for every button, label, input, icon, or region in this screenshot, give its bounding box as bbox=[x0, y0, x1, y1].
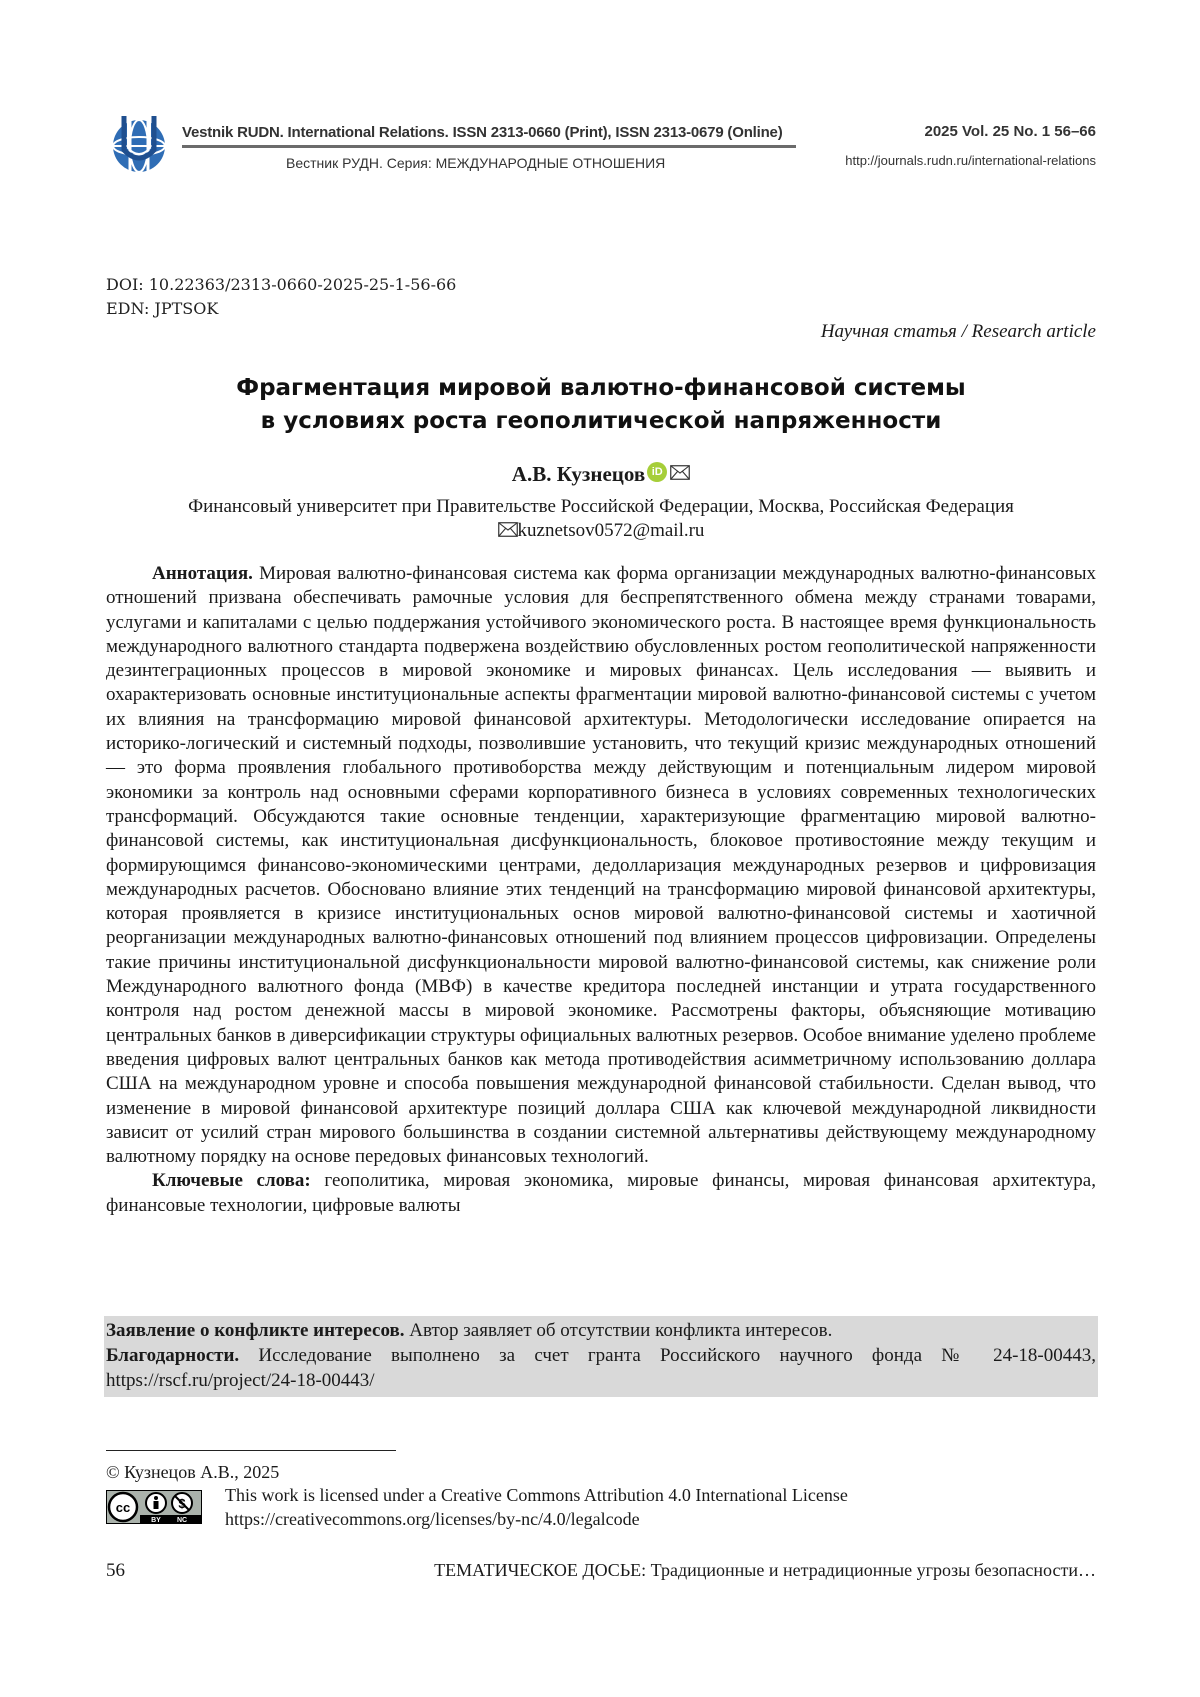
edn: EDN: JPTSOK bbox=[106, 297, 456, 321]
keywords-text: геополитика, мировая экономика, мировые финансы, мировая финансовая архитектура, финансовые технологии, цифровые валюты bbox=[106, 1170, 1096, 1215]
acknowledgments: Благодарности. Исследование выполнено за счет гранта Российского научного фонда № 24-18-00443, https://rscf.ru/project/24-18-00443/ bbox=[106, 1343, 1096, 1393]
title-line-2: в условиях роста геополитической напряженности bbox=[106, 405, 1096, 438]
abstract-paragraph bbox=[106, 562, 1096, 1169]
copyright: © Кузнецов А.В., 2025 bbox=[106, 1462, 279, 1483]
orcid-icon[interactable]: iD bbox=[647, 462, 667, 482]
journal-title-en: Vestnik RUDN. International Relations. ISSN 2313-0660 (Print), ISSN 2313-0679 (Online) bbox=[182, 124, 783, 141]
cc-by-nc-badge-icon[interactable] bbox=[106, 1490, 202, 1524]
page-number: 56 bbox=[106, 1560, 125, 1582]
svg-text:cc: cc bbox=[116, 1500, 130, 1515]
svg-text:BY: BY bbox=[151, 1517, 161, 1524]
footnote-rule bbox=[106, 1450, 396, 1451]
doi-block bbox=[106, 273, 456, 321]
abstract-label: Аннотация. bbox=[152, 563, 253, 584]
author-line bbox=[106, 462, 1096, 487]
license-text: This work is licensed under a Creative Commons Attribution 4.0 International License bbox=[225, 1485, 848, 1506]
header-rule bbox=[182, 145, 796, 148]
email-line bbox=[106, 520, 1096, 542]
issue-info: 2025 Vol. 25 No. 1 56–66 bbox=[925, 123, 1097, 140]
email-link[interactable]: kuznetsov0572@mail.ru bbox=[518, 520, 705, 541]
author-name: А.В. Кузнецов bbox=[512, 462, 645, 486]
mail-icon[interactable] bbox=[670, 465, 690, 480]
svg-text:NC: NC bbox=[177, 1517, 187, 1524]
rudn-logo-icon bbox=[106, 110, 176, 180]
journal-title-ru: Вестник РУДН. Серия: МЕЖДУНАРОДНЫЕ ОТНОШЕНИЯ bbox=[286, 155, 665, 171]
running-title: ТЕМАТИЧЕСКОЕ ДОСЬЕ: Традиционные и нетрадиционные угрозы безопасности… bbox=[434, 1560, 1096, 1581]
article-type: Научная статья / Research article bbox=[821, 321, 1096, 343]
article-title bbox=[106, 372, 1096, 438]
affiliation: Финансовый университет при Правительстве Российской Федерации, Москва, Российская Федерация bbox=[106, 496, 1096, 518]
notes-box bbox=[104, 1316, 1098, 1397]
license-url[interactable]: https://creativecommons.org/licenses/by-nc/4.0/legalcode bbox=[225, 1509, 640, 1530]
title-line-1: Фрагментация мировой валютно-финансовой системы bbox=[106, 372, 1096, 405]
conflict-statement: Заявление о конфликте интересов. Автор заявляет об отсутствии конфликта интересов. bbox=[106, 1318, 1096, 1343]
abstract bbox=[106, 562, 1096, 1218]
keywords-paragraph bbox=[106, 1169, 1096, 1218]
abstract-text: Мировая валютно-финансовая система как форма организации международных валютно-финансовых отношений призвана обеспечивать рамочные условия для беспрепятственного обмена между странами товарами, услугами и капиталами с целью поддержания устойчивого экономического роста. В настоящее время функциональность международного валютного стандарта подвержена воздействию обусловленных ростом геополитической напряженности дезинтеграционных процессов в мировой экономике и мировых финансах. Цель исследования — выявить и охарактеризовать основные институциональные аспекты фрагментации мировой валютно-финансовой системы с учетом их влияния на трансформацию мировой финансовой архитектуры. Методологически исследование опирается на историко-логический и системный подходы, позволившие установить, что текущий кризис международных отношений — это форма проявления глобального противоборства между действующим и потенциальным лидером мировой экономики за контроль над основными сферами корпоративного бизнеса в условиях современных технологических трансформаций. Обсуждаются такие основные тенденции, характеризующие фрагментацию мировой валютно-финансовой системы, как институциональная дисфункциональность, блоковое противостояние между текущим и формирующимся финансово-экономическими центрами, дедолларизация международных резервов и цифровизация международных расчетов. Обосновано влияние этих тенденций на трансформацию мировой финансовой архитектуры, которая проявляется в кризисе институциональных основ мировой валютно-финансовой системы и хаотичной реорганизации международных валютно-финансовых отношений под влиянием процессов цифровизации. Определены такие причины институциональной дисфункциональности мировой валютно-финансовой системы, как снижение роли Международного валютного фонда (МВФ) в качестве кредитора последней инстанции и утрата государственного контроля над ростом денежной массы в мировой экономике. Рассмотрены факторы, объясняющие мотивацию центральных банков в диверсификации структуры официальных валютных резервов. Особое внимание уделено проблеме введения цифровых валют центральных банков как метода противодействия асимметричному использованию доллара США на международном уровне и способа повышения международной финансовой стабильности. Сделан вывод, что изменение в мировой финансовой архитектуре позиций доллара США как ключевой международной ликвидности зависит от усилий стран мирового большинства в создании системной альтернативы действующему международному валютному порядку на основе передовых финансовых технологий. bbox=[106, 563, 1096, 1167]
journal-header bbox=[106, 110, 796, 180]
mail-icon bbox=[498, 522, 518, 537]
keywords-label: Ключевые слова: bbox=[152, 1170, 311, 1191]
journal-url[interactable]: http://journals.rudn.ru/international-relations bbox=[845, 153, 1096, 168]
doi[interactable]: DOI: 10.22363/2313-0660-2025-25-1-56-66 bbox=[106, 273, 456, 297]
